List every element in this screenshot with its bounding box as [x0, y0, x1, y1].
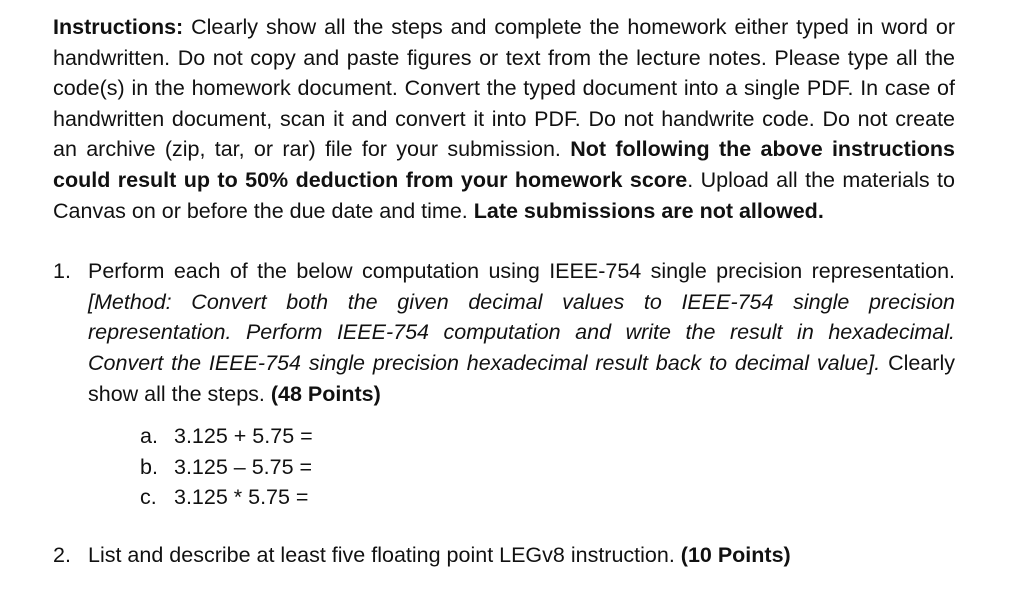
question-1-intro: Perform each of the below computation using IEEE-754 single precision representation.: [88, 259, 955, 284]
question-1-parts: [88, 421, 955, 513]
question-2-points: (10 Points): [680, 542, 791, 567]
question-1-tail: Clearly show all the steps.: [88, 350, 955, 406]
part-letter: a.: [140, 424, 158, 449]
instructions-label: Instructions:: [53, 15, 184, 39]
instructions-text-2: . Upload all the materials to Canvas on or before the due date and time.: [53, 167, 955, 223]
instructions-paragraph: [53, 12, 955, 226]
question-1: [53, 256, 955, 513]
late-submission-notice: Late submissions are not allowed.: [473, 198, 824, 223]
question-1-part-b: [140, 452, 955, 483]
question-1-part-a: [140, 421, 955, 452]
question-1-method: [Method: Convert both the given decimal values to IEEE-754 single precision representation. Perform IEEE-754 computation and write the result in hexadecimal. Convert the IEEE-754 single precision hexadecimal result back to decimal value].: [88, 289, 955, 375]
question-2-text: List and describe at least five floating point LEGv8 instruction.: [88, 542, 681, 567]
question-1-points: (48 Points): [270, 381, 381, 406]
question-1-number: 1.: [53, 259, 71, 284]
question-2: [53, 540, 955, 571]
instructions-text-1: Clearly show all the steps and complete the homework either typed in word or handwritten. Do not copy and paste figures or text from the lecture notes. Please type all the code(s) in the homework document. Convert the typed document into a single PDF. In case of handwritten document, scan it and convert it into PDF. Do not handwrite code. Do not create an archive (zip, tar, or rar) file for your submission.: [53, 15, 955, 162]
part-expression: 3.125 * 5.75 =: [174, 485, 309, 510]
homework-document: [53, 12, 955, 571]
question-1-part-c: [140, 482, 955, 513]
deduction-warning: Not following the above instructions could result up to 50% deduction from your homework score: [53, 137, 955, 192]
part-letter: c.: [140, 485, 157, 510]
part-expression: 3.125 + 5.75 =: [174, 424, 313, 449]
question-2-number: 2.: [53, 542, 71, 567]
part-expression: 3.125 – 5.75 =: [174, 454, 313, 479]
part-letter: b.: [140, 454, 158, 479]
